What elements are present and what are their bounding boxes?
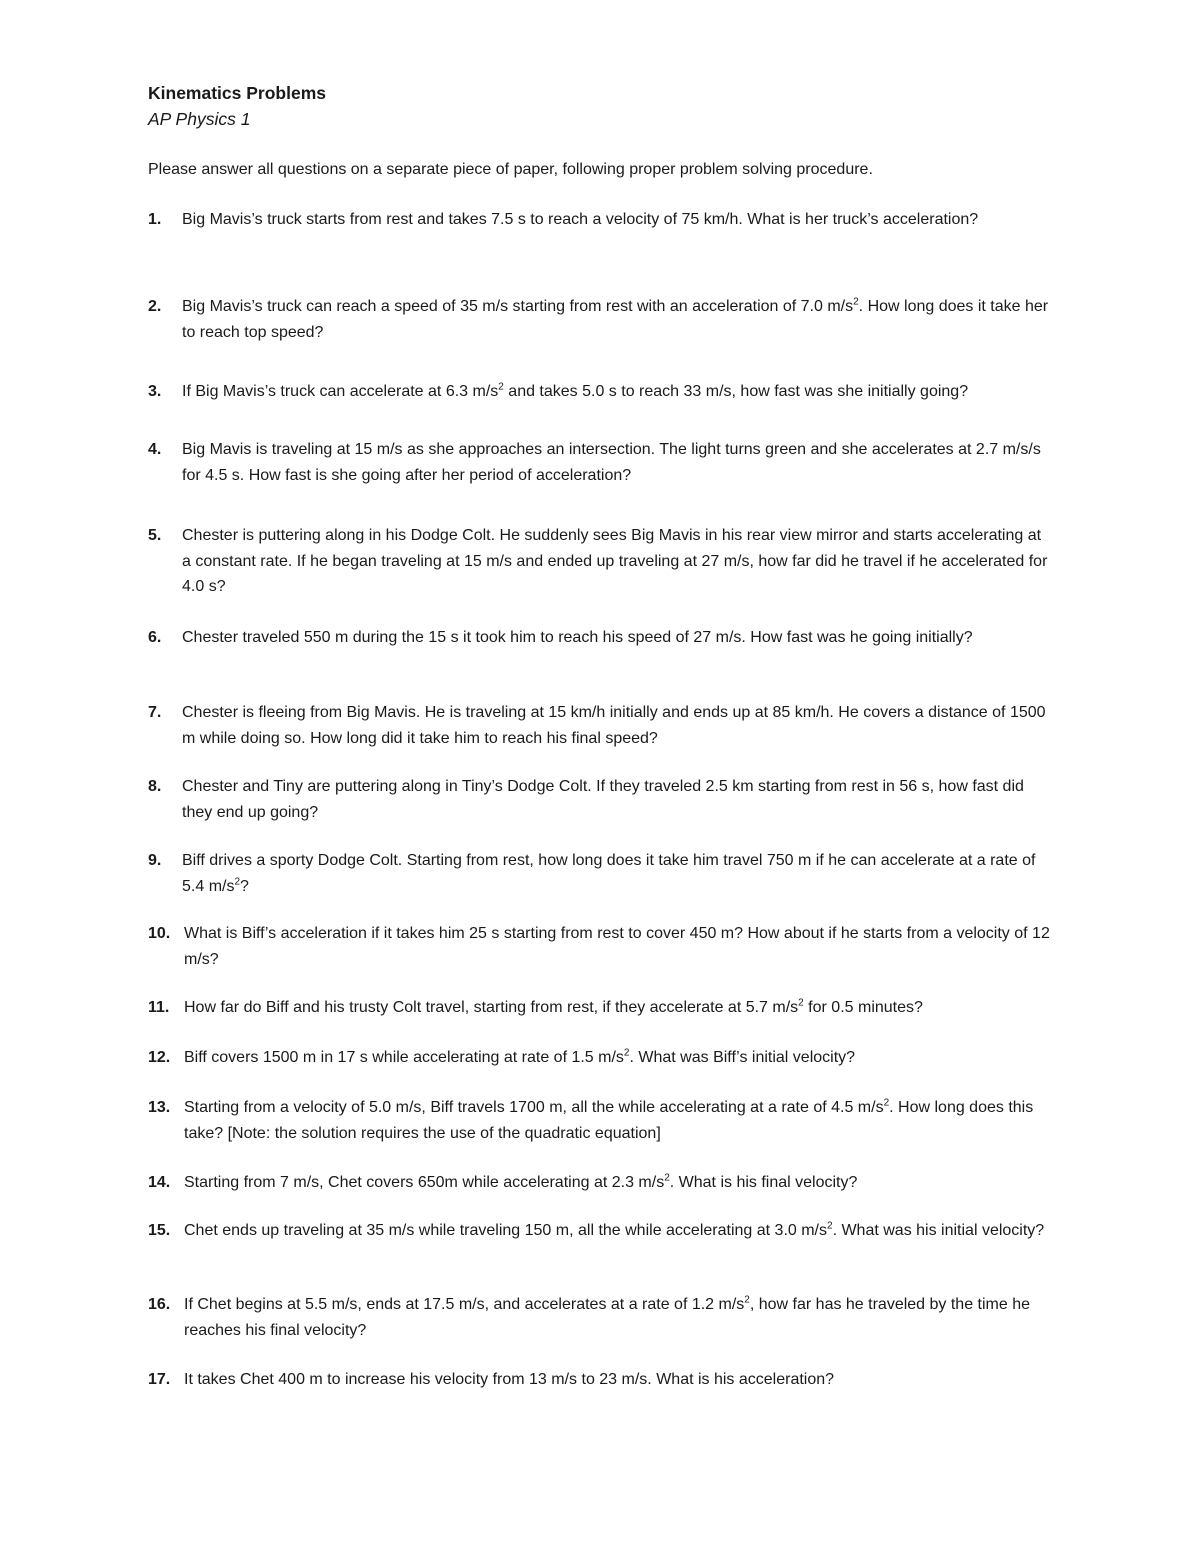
question-10 — [148, 921, 1053, 972]
question-text: It takes Chet 400 m to increase his velocity from 13 m/s to 23 m/s. What is his acceleration? — [184, 1371, 835, 1388]
question-3 — [148, 379, 1068, 405]
question-text: If Big Mavis’s truck can accelerate at 6.3 $m/s^2$ and takes 5.0 s to reach 33 m/s, how fast was she initially going? — [182, 381, 969, 400]
question-number: 3. — [148, 383, 162, 400]
question-number: 12. — [148, 1049, 171, 1066]
question-number: 2. — [148, 298, 162, 315]
question-number: 4. — [148, 441, 162, 458]
question-text: Chester is fleeing from Big Mavis. He is traveling at 15 km/h initially and ends up at 85 km/h. He covers a distance of 1500 m while doing so. How long did it take him to reach his final speed? — [182, 704, 1046, 747]
question-14 — [148, 1170, 1053, 1196]
question-number: 11. — [148, 999, 170, 1016]
question-17 — [148, 1367, 1053, 1393]
question-9 — [148, 848, 1053, 899]
question-text: Big Mavis is traveling at 15 m/s as she approaches an intersection. The light turns green and she accelerates at 2.7 m/s/s for 4.5 s. How fast is she going after her period of acceleration? — [182, 441, 1041, 484]
question-text: Biff covers 1500 m in 17 s while accelerating at rate of 1.5 $m/s^2$. What was Biff’s initial velocity? — [184, 1047, 856, 1066]
course-subtitle: AP Physics 1 — [148, 109, 251, 129]
question-text: Chester traveled 550 m during the 15 s it took him to reach his speed of 27 m/s. How fast was he going initially? — [182, 629, 973, 646]
question-text: Biff drives a sporty Dodge Colt. Starting from rest, how long does it take him travel 750 m if he can accelerate at a rate of 5.4 $m/s^2$? — [182, 852, 1036, 895]
question-text: Starting from 7 m/s, Chet covers 650m while accelerating at 2.3 $m/s^2$. What is his final velocity? — [184, 1172, 858, 1191]
question-13 — [148, 1095, 1053, 1146]
question-6 — [148, 625, 1053, 651]
question-text: Big Mavis’s truck starts from rest and takes 7.5 s to reach a velocity of 75 km/h. What is her truck’s acceleration? — [182, 211, 979, 228]
question-8 — [148, 774, 1053, 825]
question-text: Starting from a velocity of 5.0 m/s, Biff travels 1700 m, all the while accelerating at a rate of 4.5 $m/s^2$. How long does this take? [Note: the solution requires the use of the quadratic equation] — [184, 1097, 1034, 1142]
question-number: 8. — [148, 778, 162, 795]
question-12 — [148, 1045, 1053, 1071]
question-text: Chet ends up traveling at 35 m/s while traveling 150 m, all the while accelerating at 3.0 $m/s^2$. What was his initial velocity? — [184, 1220, 1045, 1239]
question-text: What is Biff’s acceleration if it takes him 25 s starting from rest to cover 450 m? How about if he starts from a velocity of 12 m/s? — [184, 925, 1050, 968]
instructions: Please answer all questions on a separate piece of paper, following proper problem solving procedure. — [148, 161, 873, 178]
question-2 — [148, 294, 1053, 345]
question-number: 5. — [148, 527, 162, 544]
question-5 — [148, 523, 1053, 600]
question-number: 7. — [148, 704, 162, 721]
question-text: Chester and Tiny are puttering along in Tiny’s Dodge Colt. If they traveled 2.5 km starting from rest in 56 s, how fast did they end up going? — [182, 778, 1024, 821]
question-text: Big Mavis’s truck can reach a speed of 35 m/s starting from rest with an acceleration of 7.0 $m/s^2$. How long does it take her to reach top speed? — [182, 296, 1049, 341]
question-number: 16. — [148, 1296, 171, 1313]
question-number: 1. — [148, 211, 162, 228]
question-number: 17. — [148, 1371, 171, 1388]
question-16 — [148, 1292, 1053, 1343]
question-number: 14. — [148, 1174, 171, 1191]
question-15 — [148, 1218, 1053, 1244]
question-text: Chester is puttering along in his Dodge Colt. He suddenly sees Big Mavis in his rear view mirror and starts accelerating at a constant rate. If he began traveling at 15 m/s and ended up traveling at 27 m/s, how far did he travel if he accelerated for 4.0 s? — [182, 527, 1048, 595]
question-number: 6. — [148, 629, 162, 646]
question-number: 15. — [148, 1222, 171, 1239]
question-number: 10. — [148, 925, 171, 942]
question-7 — [148, 700, 1053, 751]
question-number: 9. — [148, 852, 162, 869]
question-4 — [148, 437, 1053, 488]
question-1 — [148, 207, 1053, 233]
question-number: 13. — [148, 1099, 171, 1116]
question-text: How far do Biff and his trusty Colt travel, starting from rest, if they accelerate at 5.7 $m/s^2$ for 0.5 minutes? — [184, 997, 923, 1016]
worksheet-title: Kinematics Problems — [148, 83, 326, 103]
question-text: If Chet begins at 5.5 m/s, ends at 17.5 m/s, and accelerates at a rate of 1.2 $m/s^2$, how far has he traveled by the time he reaches his final velocity? — [184, 1294, 1031, 1339]
question-11 — [148, 995, 1053, 1021]
